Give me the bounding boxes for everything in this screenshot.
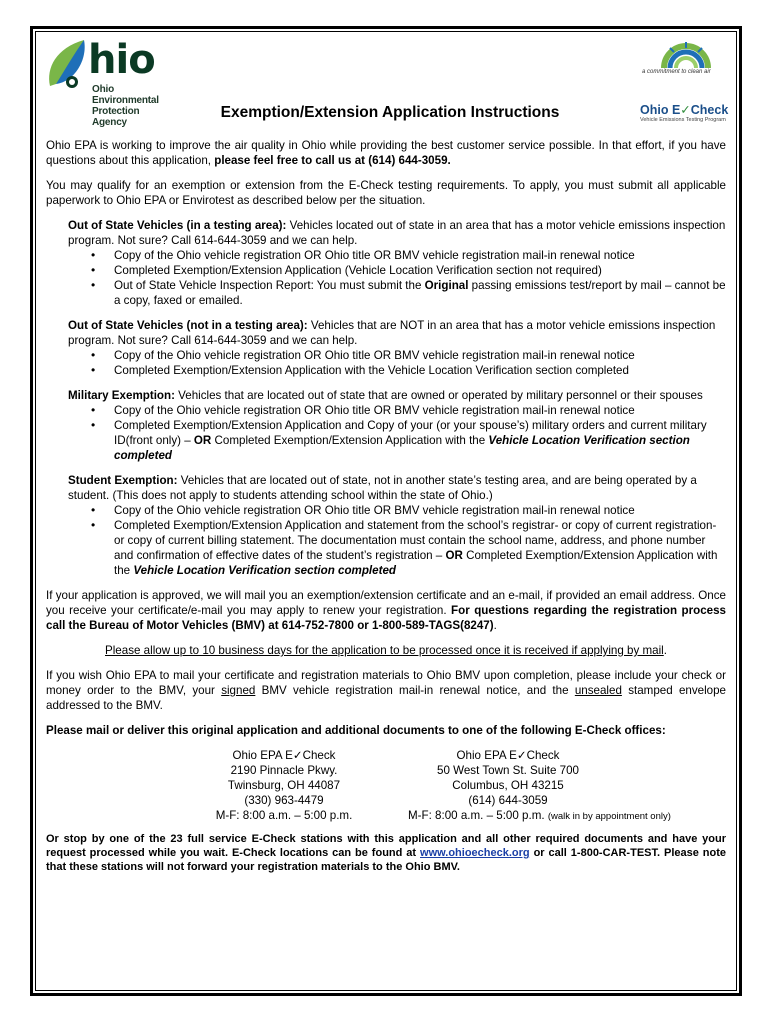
item-text: Completed Exemption/Extension Application with the — [211, 434, 489, 447]
office-hours: M-F: 8:00 a.m. – 5:00 p.m. — [408, 809, 545, 822]
mail-bmv-paragraph — [46, 668, 726, 713]
section-text: Vehicles that are NOT in an area that has a motor vehicle emissions inspection program. Not sure? Call 614-644-3059 and we can help. — [68, 319, 716, 347]
section-military — [68, 388, 726, 463]
processing-note — [46, 643, 726, 658]
echeck-brand-prefix: Ohio E — [640, 103, 681, 117]
checkmark-icon: ✓ — [680, 103, 691, 117]
qualify-paragraph: You may qualify for an exemption or extension from the E-Check testing requirements. To apply, you must submit all applicable paperwork to Ohio EPA or Envirotest as described below per the situation. — [46, 179, 726, 207]
document-body — [46, 138, 726, 874]
section-heading: Student Exemption: — [68, 474, 178, 487]
item-or: OR — [193, 434, 212, 447]
section-student — [68, 473, 726, 578]
item-bold: Original — [424, 279, 469, 292]
office-phone: (330) 963-4479 — [244, 794, 324, 807]
section-oos-not-testing — [68, 318, 726, 378]
section-heading: Out of State Vehicles (not in a testing area): — [68, 319, 308, 332]
office-hours-row — [408, 808, 671, 824]
section-oos-testing-desc — [68, 218, 726, 248]
requirements-list — [68, 248, 726, 308]
item-text: Completed Exemption/Extension Application and statement from the school’s registrar- or copy of current registration- or copy of current billing statement. The documentation must contain the school name, address, and phone number and confirmation of effective dates of the student’s registration – — [114, 519, 717, 562]
intro-paragraph — [46, 138, 726, 168]
closing-text: or call 1-800-CAR-TEST. Please note that these stations will not forward your registration materials to the Ohio BMV. — [46, 847, 727, 873]
list-item: • Copy of the Ohio vehicle registration OR Ohio title OR BMV vehicle registration mail-in renewal notice — [68, 248, 726, 263]
mail-bmv-unsealed: unsealed — [574, 684, 622, 697]
approval-paragraph — [46, 588, 726, 633]
list-item — [68, 518, 726, 578]
office-city: Twinsburg, OH 44087 — [227, 779, 341, 792]
agency-name-line1: Ohio Environmental — [92, 84, 159, 106]
echeck-website-link[interactable]: www.ohioecheck.org — [420, 847, 530, 859]
section-oos-not-testing-desc — [68, 318, 726, 348]
office-addresses — [46, 748, 726, 824]
requirements-list — [68, 403, 726, 463]
office-columbus — [408, 748, 671, 824]
section-heading: Out of State Vehicles (in a testing area): — [68, 219, 287, 232]
section-text: Vehicles that are located out of state, not in another state’s testing area, and are being operated by a student. (This does not apply to students attending school within the state of Ohio.) — [68, 474, 697, 502]
office-city: Columbus, OH 43215 — [452, 779, 564, 792]
item-text: Completed Exemption/Extension Application and Copy of your (or your spouse’s) military orders and current military ID(front only) – — [114, 419, 707, 447]
office-hours: M-F: 8:00 a.m. – 5:00 p.m. — [215, 809, 353, 822]
section-military-desc — [68, 388, 726, 403]
office-name: Ohio EPA E✓Check — [456, 749, 560, 762]
requirements-list — [68, 503, 726, 578]
list-item: • Copy of the Ohio vehicle registration OR Ohio title OR BMV vehicle registration mail-in renewal notice — [68, 403, 726, 418]
item-emphasis: Vehicle Location Verification section completed — [114, 434, 690, 462]
echeck-tagline: a commitment to clean air — [642, 69, 711, 75]
item-text: Out of State Vehicle Inspection Report: You must submit the — [114, 279, 425, 292]
requirements-list — [68, 348, 726, 378]
list-item: • Completed Exemption/Extension Application with the Vehicle Location Verification section completed — [68, 363, 726, 378]
mail-bmv-text: stamped envelope addressed to the BMV. — [46, 684, 726, 712]
closing-paragraph — [46, 832, 726, 874]
list-item — [68, 418, 726, 463]
item-text: Completed Exemption/Extension Application with the — [114, 549, 718, 577]
mail-bmv-text: If you wish Ohio EPA to mail your certificate and registration materials to Ohio BMV upon completion, please include your check or money order to the BMV, your — [46, 669, 726, 697]
approval-end: . — [493, 619, 497, 632]
office-street: 50 West Town St. Suite 700 — [437, 764, 579, 777]
office-twinsburg — [184, 748, 384, 823]
ohio-epa-logo — [44, 36, 174, 128]
section-text: Vehicles located out of state in an area that has a motor vehicle emissions inspection program. Not sure? Call 614-644-3059 and we can help. — [68, 219, 726, 247]
processing-note-end: . — [663, 644, 667, 657]
ohio-leaf-icon — [44, 38, 94, 90]
mail-bmv-signed: signed — [221, 684, 256, 697]
echeck-brand-suffix: Check — [690, 103, 729, 117]
office-phone: (614) 644-3059 — [468, 794, 548, 807]
echeck-program: Vehicle Emissions Testing Program — [640, 117, 726, 123]
list-item: • Copy of the Ohio vehicle registration OR Ohio title OR BMV vehicle registration mail-in renewal notice — [68, 503, 726, 518]
sun-rays-icon — [656, 40, 716, 70]
section-oos-testing — [68, 218, 726, 308]
ohio-wordmark: hio — [88, 37, 155, 83]
closing-text: Or stop by one of the 23 full service E-Check stations with this application and all other required documents and have your request processed while you wait. E-Check locations can be found at — [46, 833, 726, 859]
office-street: 2190 Pinnacle Pkwy. — [230, 764, 338, 777]
item-emphasis: Vehicle Location Verification section completed — [133, 564, 396, 577]
section-text: Vehicles that are located out of state that are owned or operated by military personnel or their spouses — [174, 389, 703, 402]
list-item — [68, 278, 726, 308]
intro-text: Ohio EPA is working to improve the air quality in Ohio while providing the best customer service possible. In that effort, if you have questions about this application, — [46, 139, 726, 167]
section-student-desc — [68, 473, 726, 503]
list-item: • Completed Exemption/Extension Application (Vehicle Location Verification section not required) — [68, 263, 726, 278]
list-item: • Copy of the Ohio vehicle registration OR Ohio title OR BMV vehicle registration mail-in renewal notice — [68, 348, 726, 363]
item-text: passing emissions test/report by mail – cannot be a copy, faxed or emailed. — [114, 279, 726, 307]
processing-note-text: Please allow up to 10 business days for the application to be processed once it is received if applying by mail — [105, 644, 664, 657]
mail-bmv-text: BMV vehicle registration mail-in renewal notice, and the — [255, 684, 575, 697]
approval-text: If your application is approved, we will mail you an exemption/extension certificate and an e-mail, if provided an email address. Once you receive your certificate/e-mail you may apply to renew your registration. — [46, 589, 726, 617]
mail-heading: Please mail or deliver this original application and additional documents to one of the following E-Check offices: — [46, 724, 666, 737]
office-name: Ohio EPA E✓Check — [232, 749, 336, 762]
bmv-phone-note: For questions regarding the registration process call the Bureau of Motor Vehicles (BMV) at 614-752-7800 or 1-800-589-TAGS(8247) — [46, 604, 727, 632]
section-heading: Military Exemption: — [68, 389, 175, 402]
office-note: (walk in by appointment only) — [547, 811, 671, 822]
agency-name-line2: Protection Agency — [92, 106, 140, 128]
page-title: Exemption/Extension Application Instructions — [220, 104, 560, 121]
intro-phone: please feel free to call us at (614) 644-3059. — [214, 154, 451, 167]
item-or: OR — [445, 549, 463, 562]
